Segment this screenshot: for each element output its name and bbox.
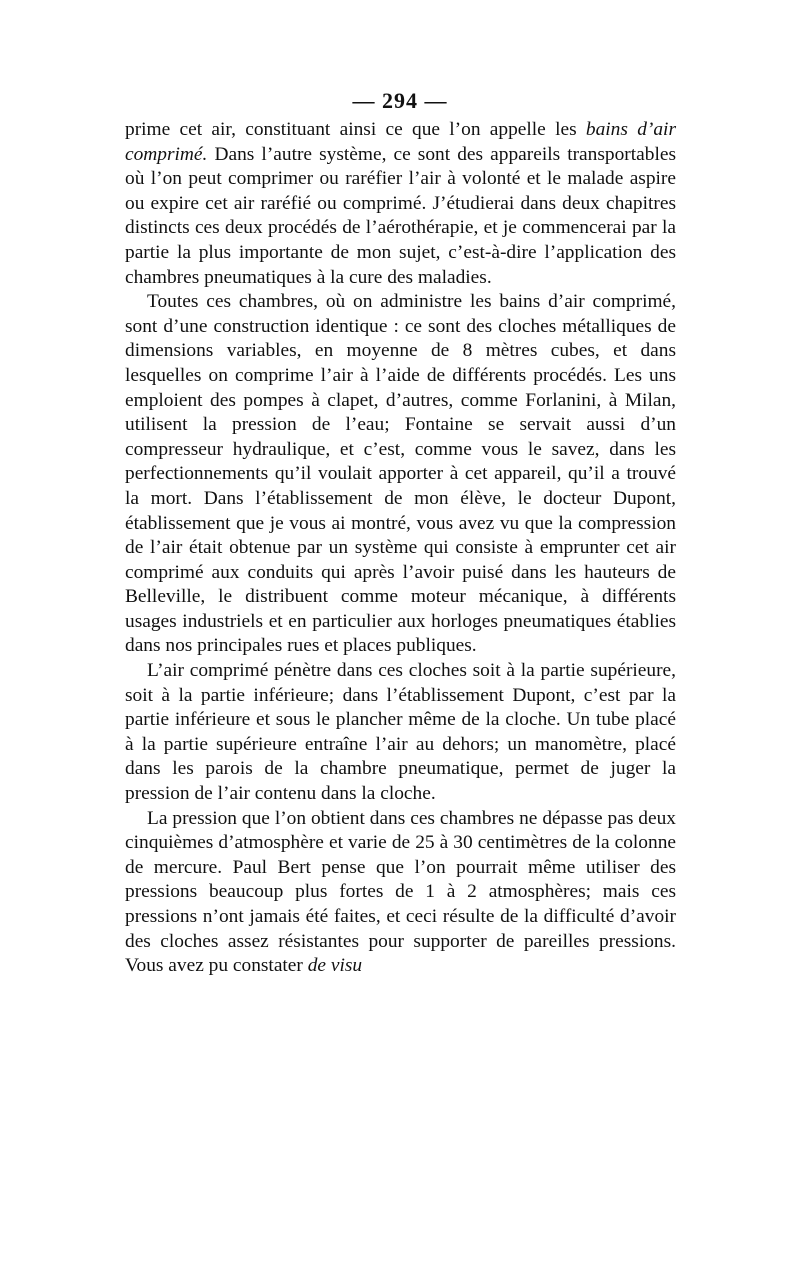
paragraph-1-italic: bains d’air comprimé. <box>125 119 676 165</box>
body-text <box>125 118 676 979</box>
paragraph-1 <box>125 118 676 290</box>
page-number: — 294 — <box>352 88 448 113</box>
paragraph-4-text: La pression que l’on obtient dans ces chambres ne dépasse pas deux cinquièmes d’atmosphère et varie de 25 à 30 centimètres de la colonne de mercure. Paul Bert pense que l’on pourrait même utiliser des pressions beaucoup plus fortes de 1 à 2 atmosphères; mais ces pressions n’ont jamais été faites, et ceci résulte de la difficulté d’avoir des cloches assez résistantes pour supporter de pareilles pressions. Vous avez pu constater <box>125 807 676 977</box>
paragraph-1-text-continued: Dans l’autre système, ce sont des appareils transportables où l’on peut comprimer ou raréfier l’air à volonté et le malade aspire ou expire cet air raréfié ou comprimé. J’étudierai dans deux chapitres distincts ces deux procédés de l’aérothérapie, et je commencerai par la partie la plus importante de mon sujet, c’est-à-dire l’application des chambres pneumatiques à la cure des maladies. <box>125 143 676 288</box>
paragraph-4-italic: de visu <box>307 955 363 977</box>
paragraph-1-text: prime cet air, constituant ainsi ce que l’on appelle les <box>125 119 586 140</box>
paragraph-3: L’air comprimé pénètre dans ces cloches soit à la partie supérieure, soit à la partie inférieure; dans l’établissement Dupont, c’est par la partie inférieure et sous le plancher même de la cloche. Un tube placé à la partie supérieure entraîne l’air au dehors; un manomètre, placé dans les parois de la chambre pneumatique, permet de juger la pression de l’air contenu dans la cloche. <box>125 660 676 805</box>
paragraph-4 <box>125 807 676 979</box>
paragraph-2: Toutes ces chambres, où on administre les bains d’air comprimé, sont d’une construction identique : ce sont des cloches métalliques de dimensions variables, en moyenne de 8 mètres cubes, et dans lesquelles on comprime l’air à l’aide de différents procédés. Les uns emploient des pompes à clapet, d’autres, comme Forlanini, à Milan, utilisent la pression de l’eau; Fontaine se servait aussi d’un compresseur hydraulique, et c’est, comme vous le savez, dans les perfectionnements qu’il voulait apporter à cet appareil, qu’il a trouvé la mort. Dans l’établissement de mon élève, le docteur Dupont, établissement que je vous ai montré, vous avez vu que la compression de l’air était obtenue par un système qui consiste à emprunter cet air comprimé aux conduits qui après l’avoir puisé dans les hauteurs de Belleville, le distribuent comme moteur mécanique, à différents usages industriels et en particulier aux horloges pneumatiques établies dans nos principales rues et places publiques. <box>125 291 676 657</box>
